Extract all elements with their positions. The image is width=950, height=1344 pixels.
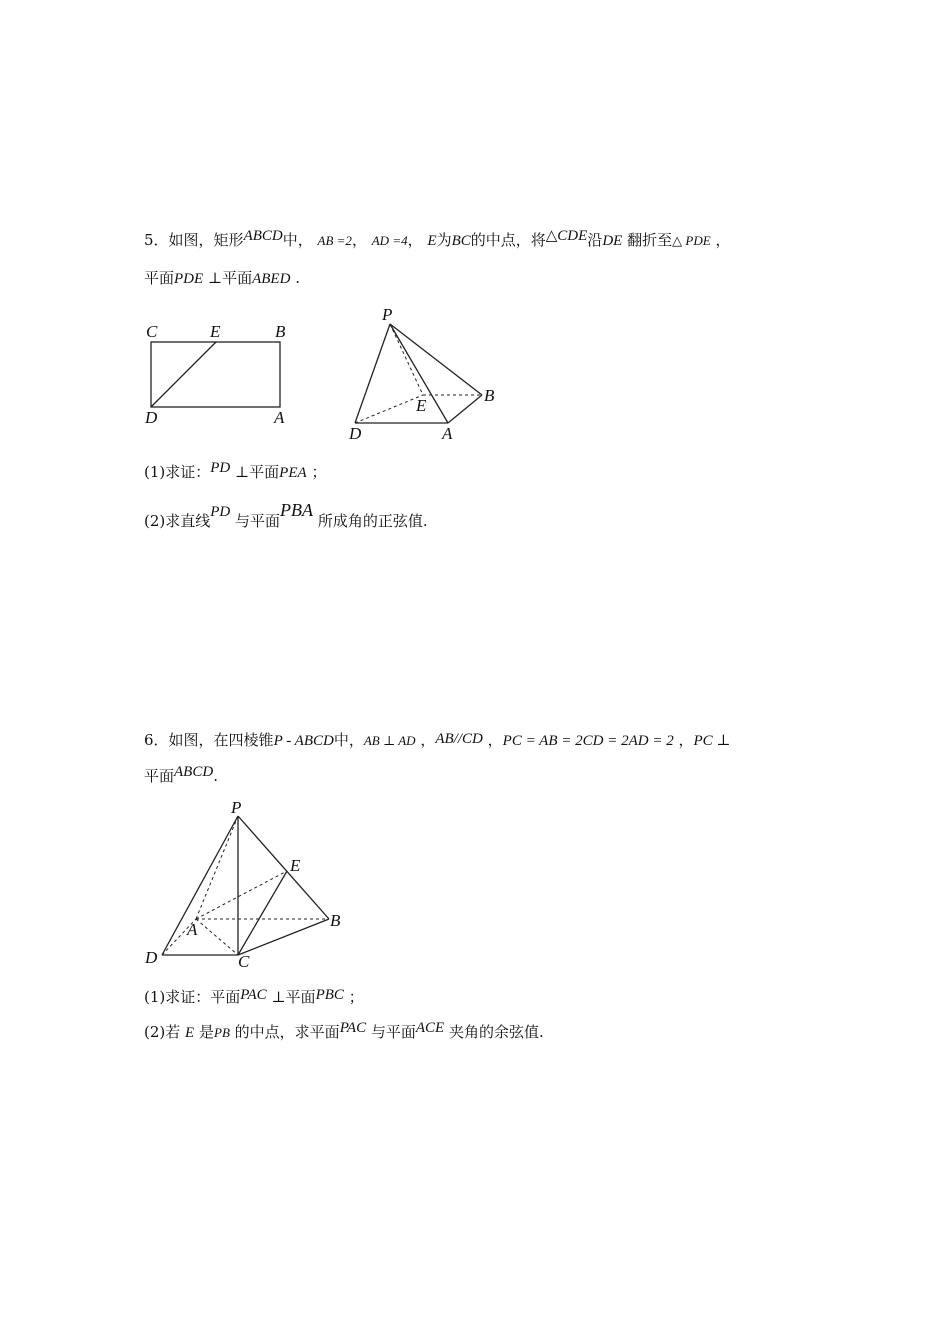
segment-ac-hidden (196, 919, 238, 955)
q5-tri-cde: △CDE (545, 228, 588, 244)
label-d: D (145, 948, 158, 967)
q6-line-1: 6．如图，在四棱锥P - ABCD中，AB ⊥ AD ，AB//CD ，PC = AB = 2CD = 2AD = 2 ，PC ⊥ (144, 731, 731, 749)
q6-number: 6． (144, 731, 169, 749)
segment-pb (390, 324, 482, 395)
q6-part-2: (2)若 E 是PB 的中点，求平面PAC 与平面ACE 夹角的余弦值. (144, 1020, 544, 1041)
label-p: P (231, 798, 242, 817)
label-c: C (238, 952, 250, 971)
q5-line-1: 5．如图，矩形ABCD中， AB =2， AD =4， E为BC的中点，将△CDE沿DE 翻折至△ PDE ， (144, 228, 731, 249)
label-a: A (442, 424, 453, 443)
q6-pyramid-figure (140, 798, 350, 974)
segment-de-hidden (355, 395, 423, 423)
label-d: D (145, 408, 158, 427)
label-b: B (484, 386, 495, 405)
segment-pe-hidden (390, 324, 423, 395)
segment-pa-hidden (196, 816, 238, 919)
rectangle-cbad (151, 342, 280, 407)
q5-abcd: ABCD (243, 228, 283, 244)
label-d: D (349, 424, 362, 443)
q5-ab-eq: AB =2 (317, 233, 352, 248)
segment-pb (238, 816, 329, 919)
segment-ce (238, 871, 287, 955)
segment-cb (238, 919, 329, 955)
label-p: P (382, 305, 393, 324)
label-c: C (146, 322, 158, 341)
q6-part-1: (1)求证：平面PAC ⊥平面PBC ； (144, 987, 364, 1006)
q6-line-2: 平面ABCD. (144, 764, 218, 785)
label-b: B (275, 322, 286, 341)
q5-part-2: (2)求直线PD 与平面PBA 所成角的正弦值. (144, 500, 428, 530)
q5-rectangle-figure (140, 318, 300, 430)
segment-pd (162, 816, 238, 955)
segment-ab (448, 395, 482, 423)
q5-tri-pde: △ PDE (672, 233, 711, 248)
q5-line-2: 平面PDE ⊥平面ABED . (144, 269, 300, 287)
label-a: A (274, 408, 285, 427)
label-e: E (416, 396, 427, 415)
label-b: B (330, 911, 341, 930)
q5-pyramid-figure (340, 304, 510, 444)
q5-part-1: (1)求证：PD ⊥平面PEA ； (144, 460, 327, 481)
q5-ad-eq: AD =4 (371, 233, 408, 248)
label-e: E (210, 322, 221, 341)
label-a: A (187, 920, 198, 939)
segment-pd (355, 324, 390, 423)
segment-de (151, 342, 216, 407)
q5-number: 5． (144, 231, 169, 249)
label-e: E (290, 856, 301, 875)
